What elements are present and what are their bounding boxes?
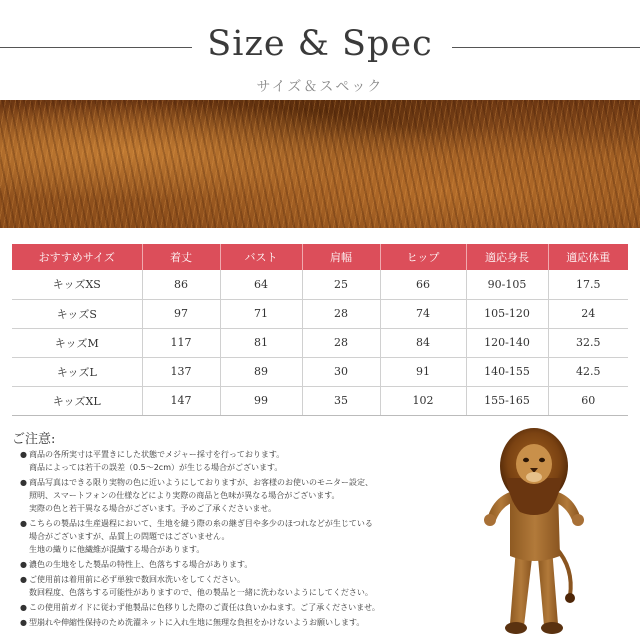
note-item <box>20 517 468 556</box>
table-row <box>12 386 628 415</box>
table-cell: 99 <box>220 386 302 415</box>
notes-title: ご注意: <box>12 432 56 447</box>
table-cell: 91 <box>380 357 466 386</box>
bullet-icon: ● <box>20 519 27 528</box>
bullet-icon: ● <box>20 450 27 459</box>
title-divider-right <box>452 47 640 48</box>
table-cell: 17.5 <box>548 270 628 299</box>
notes-list <box>20 448 468 631</box>
note-item <box>20 558 468 571</box>
table-cell: 30 <box>302 357 380 386</box>
note-line: 型崩れや伸縮性保持のため洗濯ネットに入れ生地に無理な負担をかけないようお願いします。 <box>29 618 365 627</box>
note-item <box>20 616 468 629</box>
note-line: こちらの製品は生産過程において、生地を縫う際の糸の継ぎ目や多少のほつれなどが生じている <box>29 519 373 528</box>
note-line: 商品の各所実寸は平置きにした状態でメジャー採寸を行っております。 <box>29 450 285 459</box>
table-cell: 66 <box>380 270 466 299</box>
bullet-icon: ● <box>20 618 27 627</box>
table-cell: 81 <box>220 328 302 357</box>
table-row <box>12 270 628 299</box>
table-cell: キッズXL <box>12 386 142 415</box>
table-row <box>12 299 628 328</box>
table-cell: 35 <box>302 386 380 415</box>
note-line: 実際の色と若干異なる場合がございます。予めご了承くださいませ。 <box>29 504 277 513</box>
note-item <box>20 448 468 474</box>
table-cell: 147 <box>142 386 220 415</box>
size-spec-table <box>12 244 628 416</box>
table-cell: 86 <box>142 270 220 299</box>
title-divider-left <box>0 47 192 48</box>
page-title: Size & Spec <box>207 24 433 64</box>
table-cell: 97 <box>142 299 220 328</box>
table-cell: 84 <box>380 328 466 357</box>
table-cell: 117 <box>142 328 220 357</box>
note-line: 商品写真はできる限り実物の色に近いようにしておりますが、お客様のお使いのモニター設定、 <box>29 478 373 487</box>
table-header-cell: おすすめサイズ <box>12 244 142 270</box>
table-cell: 120-140 <box>466 328 548 357</box>
bullet-icon: ● <box>20 603 27 612</box>
header <box>0 0 640 100</box>
note-line: 生地の織りに他繊維が混織する場合があります。 <box>29 545 205 554</box>
table-cell: 42.5 <box>548 357 628 386</box>
table-cell: 74 <box>380 299 466 328</box>
lion-costume-image <box>470 428 600 640</box>
table-cell: 90-105 <box>466 270 548 299</box>
table-cell: 32.5 <box>548 328 628 357</box>
table-cell: 155-165 <box>466 386 548 415</box>
table-cell: 137 <box>142 357 220 386</box>
table-header-cell: ヒップ <box>380 244 466 270</box>
table-cell: キッズL <box>12 357 142 386</box>
table-header-cell: 適応体重 <box>548 244 628 270</box>
table-row <box>12 357 628 386</box>
note-line: 商品によっては若干の誤差（0.5〜2cm）が生じる場合がございます。 <box>29 463 283 472</box>
table-cell: 105-120 <box>466 299 548 328</box>
table-row <box>12 328 628 357</box>
bullet-icon: ● <box>20 560 27 569</box>
table-cell: キッズXS <box>12 270 142 299</box>
note-item <box>20 573 468 599</box>
note-line: この使用前ガイドに従わず他製品に色移りした際のご責任は負いかねます。ご了承くださいませ。 <box>29 603 380 612</box>
note-item <box>20 476 468 515</box>
table-cell: 140-155 <box>466 357 548 386</box>
table-cell: 64 <box>220 270 302 299</box>
table-cell: キッズM <box>12 328 142 357</box>
table-cell: 89 <box>220 357 302 386</box>
table-cell: 71 <box>220 299 302 328</box>
table-cell: 28 <box>302 328 380 357</box>
note-line: 照明、スマートフォンの仕様などにより実際の商品と色味が異なる場合がございます。 <box>29 491 340 500</box>
note-item <box>20 601 468 614</box>
note-line: ご使用前は着用前に必ず単独で数回水洗いをしてください。 <box>29 575 245 584</box>
table-cell: 25 <box>302 270 380 299</box>
table-cell: 24 <box>548 299 628 328</box>
bullet-icon: ● <box>20 478 27 487</box>
table-cell: 28 <box>302 299 380 328</box>
fur-texture-banner <box>0 100 640 228</box>
note-line: 場合がございますが、品質上の問題ではございません。 <box>29 532 230 541</box>
table-header-cell: バスト <box>220 244 302 270</box>
table-cell: 60 <box>548 386 628 415</box>
bullet-icon: ● <box>20 575 27 584</box>
table-header-cell: 適応身長 <box>466 244 548 270</box>
note-line: 数回程度、色落ちする可能性がありますので、他の製品と一緒に洗わないようにしてください。 <box>29 588 373 597</box>
table-header-cell: 肩幅 <box>302 244 380 270</box>
table-header-cell: 着丈 <box>142 244 220 270</box>
table-header-row <box>12 244 628 270</box>
note-line: 濃色の生地をした製品の特性上、色落ちする場合があります。 <box>29 560 253 569</box>
page-subtitle: サイズ＆スペック <box>256 79 384 95</box>
table-cell: キッズS <box>12 299 142 328</box>
table-cell: 102 <box>380 386 466 415</box>
